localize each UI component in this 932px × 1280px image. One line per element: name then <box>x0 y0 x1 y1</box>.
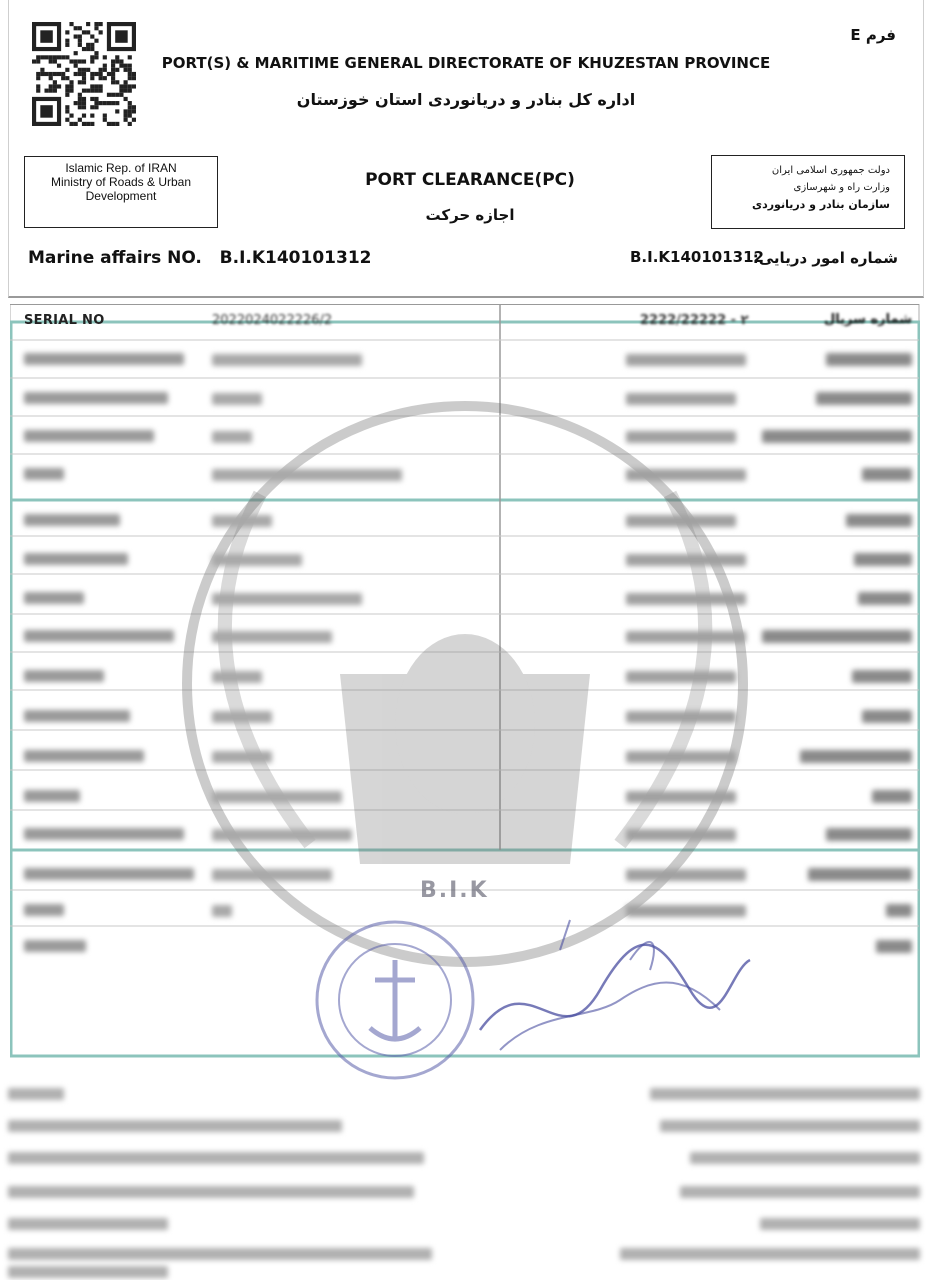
ministry-line-1: Islamic Rep. of IRAN <box>65 161 177 175</box>
document-title-en: PORT CLEARANCE(PC) <box>365 170 575 190</box>
marine-affairs-label-fa: شماره امور دریایی: <box>752 249 898 267</box>
official-stamp <box>300 900 760 1080</box>
directorate-title-fa: اداره کل بنادر و دریانوردی استان خوزستان <box>296 90 636 109</box>
ministry-line-3: Development <box>85 189 157 203</box>
ministry-fa-line-3: سازمان بنادر و دریانوردی <box>752 198 890 211</box>
directorate-title-en: PORT(S) & MARITIME GENERAL DIRECTORATE OF KHUZESTAN PROVINCE <box>161 54 771 72</box>
marine-affairs-label: Marine affairs NO. <box>28 248 202 268</box>
ministry-line-2: Ministry of Roads & Urban <box>50 175 192 189</box>
serial-no-value: 2022024022226/2 <box>212 313 333 328</box>
document-title-fa: اجازه حرکت <box>425 206 515 224</box>
ministry-fa-line-1: دولت جمهوری اسلامی ایران <box>771 165 890 176</box>
serial-no-value-fa: 2222/22222 - ۲ <box>640 313 749 328</box>
serial-no-label: SERIAL NO <box>24 313 105 328</box>
marine-affairs-number-fa: B.I.K140101312 <box>630 248 764 266</box>
ministry-fa-line-2: وزارت راه و شهرسازی <box>793 182 890 193</box>
form-label: فرم E <box>850 26 896 44</box>
stamp-text: B.I.K <box>420 878 489 903</box>
marine-affairs-number: B.I.K140101312 <box>219 248 372 268</box>
serial-no-label-fa: شماره سریال <box>824 312 912 327</box>
